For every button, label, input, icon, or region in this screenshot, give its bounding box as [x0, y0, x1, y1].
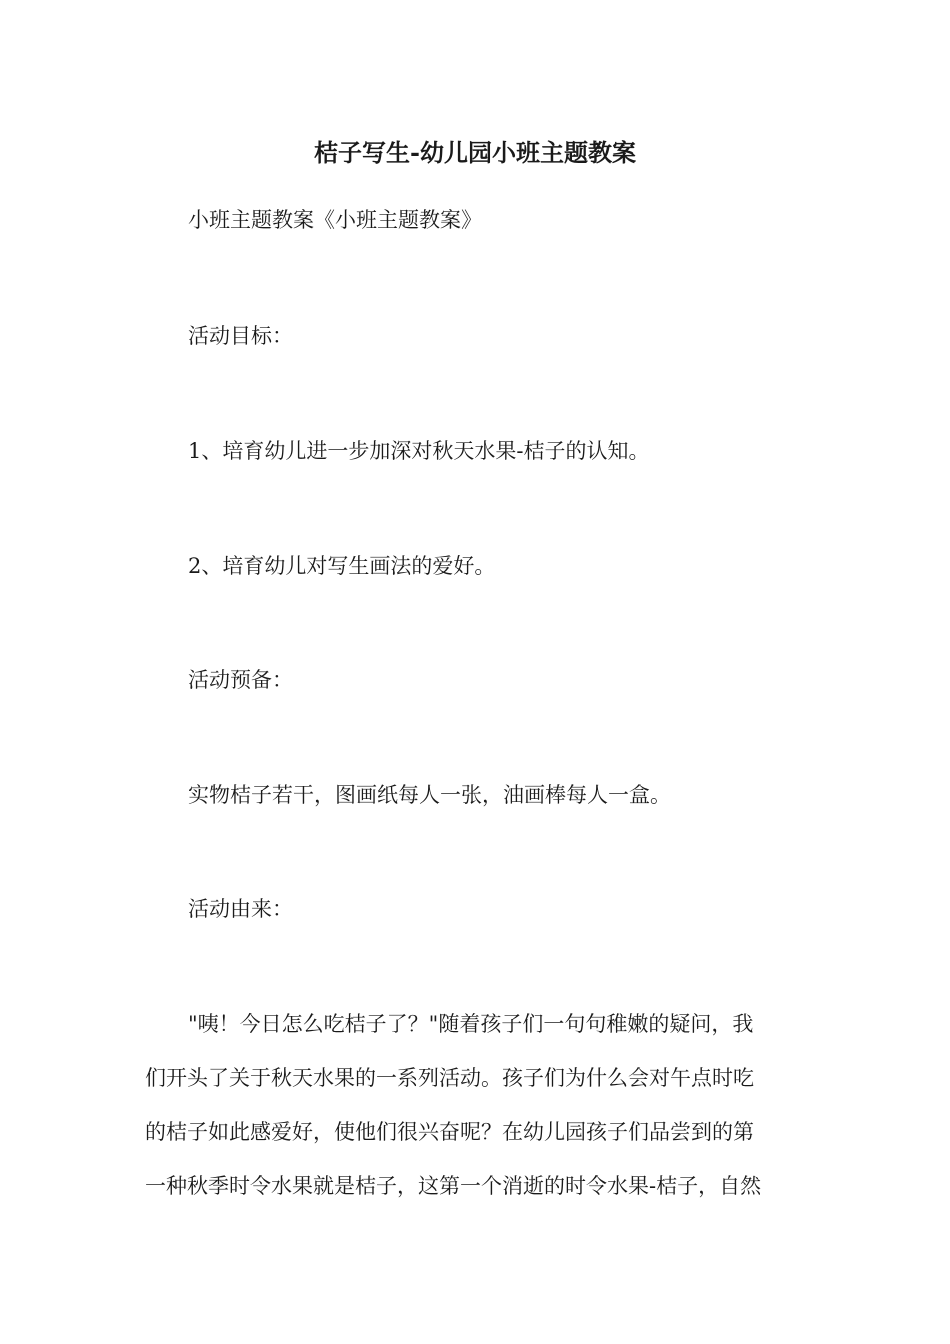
document-title: 桔子写生-幼儿园小班主题教案	[314, 138, 636, 167]
origin-line-4: 一种秋季时令水果就是桔子，这第一个消逝的时令水果-桔子，自然	[145, 1174, 762, 1198]
origin-paragraph	[145, 1004, 810, 1220]
prep-heading: 活动预备：	[188, 668, 293, 692]
goal-item-1: 1、培育幼儿进一步加深对秋天水果-桔子的认知。	[188, 439, 650, 463]
origin-line-2: 们开头了关于秋天水果的一系列活动。孩子们为什么会对午点时吃	[145, 1066, 754, 1090]
subtitle-line: 小班主题教案《小班主题教案》	[188, 208, 482, 232]
goal-item-2: 2、培育幼儿对写生画法的爱好。	[188, 554, 496, 578]
origin-heading: 活动由来：	[188, 897, 293, 921]
goal-heading: 活动目标：	[188, 324, 293, 348]
prep-text: 实物桔子若干，图画纸每人一张，油画棒每人一盒。	[188, 783, 671, 807]
origin-line-3: 的桔子如此感爱好，使他们很兴奋呢？在幼儿园孩子们品尝到的第	[145, 1120, 754, 1144]
origin-line-1: "咦！今日怎么吃桔子了？"随着孩子们一句句稚嫩的疑问，我	[188, 1012, 754, 1036]
